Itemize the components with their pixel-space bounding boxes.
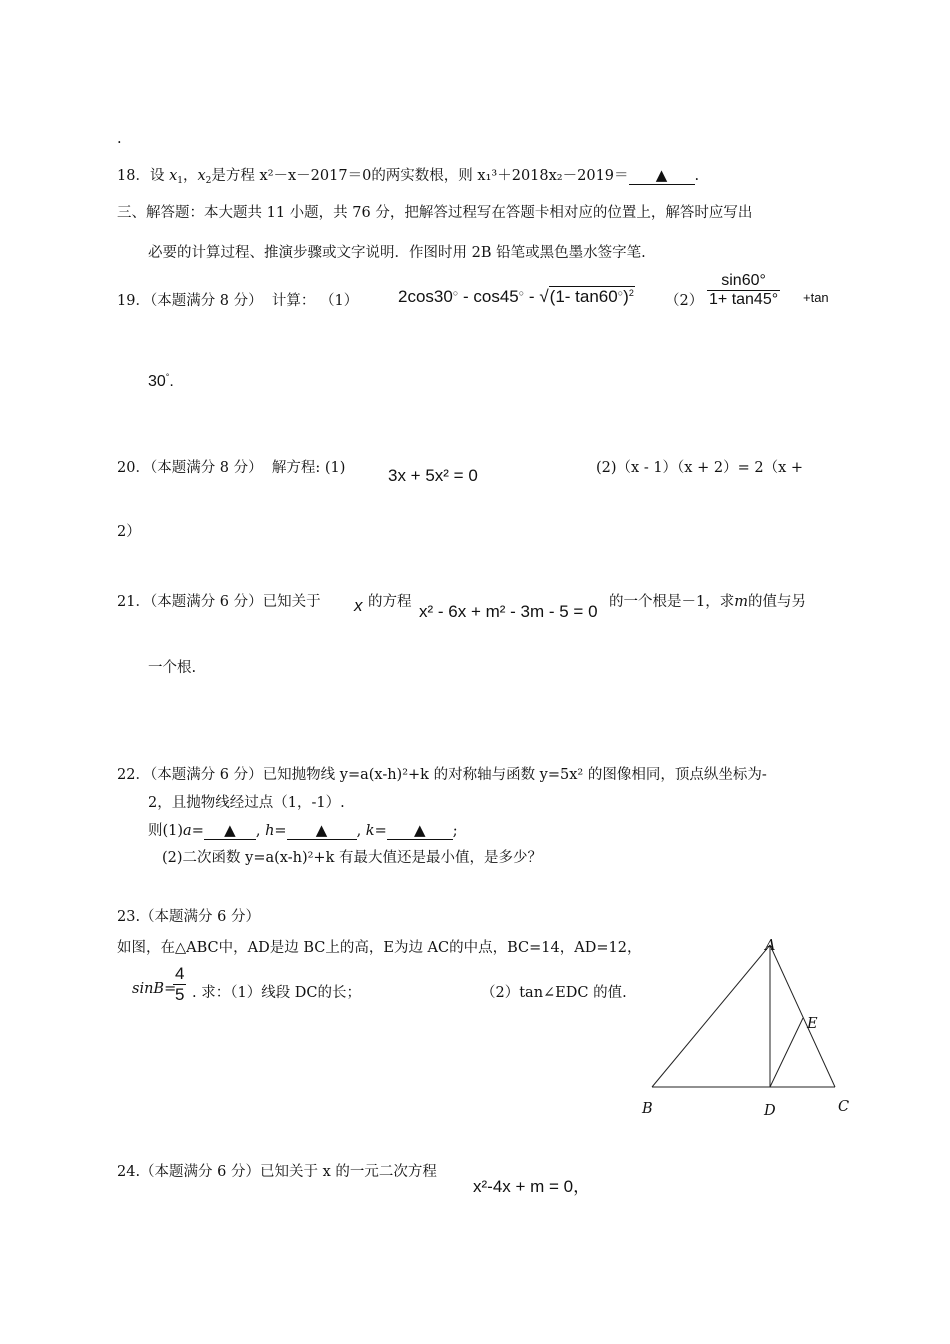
- question-21: 21．（本题满分 6 分）已知关于: [117, 594, 321, 610]
- label-D: D: [764, 1103, 776, 1119]
- label-C: C: [838, 1099, 850, 1115]
- top-dot: .: [117, 131, 122, 147]
- q21-text3: 的一个根是－1，求m的值与另: [609, 594, 806, 610]
- blank-k: ▲: [387, 821, 453, 840]
- question-23-line1: 如图，在△ABC中，AD是边 BC上的高，E为边 AC的中点，BC=14，AD=12，: [117, 940, 642, 956]
- q24-equation: x²-4x + m = 0，: [473, 1177, 591, 1196]
- q19-tail: +tan: [803, 290, 829, 305]
- question-20-head: 20．（本题满分 8 分） 解方程: (1): [117, 460, 346, 476]
- q19-fraction: $\frac{\sin 60^\circ}{1+ \tan 45^\circ}$: [709, 272, 779, 308]
- q20-equation-1: 3x + 5x² = 0: [388, 466, 478, 485]
- q21-line2: 一个根.: [148, 660, 197, 676]
- q23-sin: sinB=: [132, 981, 177, 997]
- section-3-line1: 三、解答题：本大题共 11 小题，共 76 分，把解答过程写在答题卡相对应的位置上，解答时应写出: [117, 205, 753, 221]
- q21-variable: x: [354, 596, 363, 615]
- answer-blank: ▲: [629, 166, 695, 185]
- equation: x²－x－2017＝0: [259, 168, 372, 184]
- q19-expression-1: 2cos30○ - cos45○ - √(1- tan60○)$^2$: [398, 287, 634, 306]
- question-23-head: 23.（本题满分 6 分）: [117, 909, 261, 925]
- q21-text2: 的方程: [368, 594, 412, 610]
- section-3-line2: 必要的计算过程、推演步骤或文字说明．作图时用 2B 铅笔或黑色墨水签字笔.: [148, 245, 646, 261]
- question-22-line1: 22．（本题满分 6 分）已知抛物线 y=a(x-h)²+k 的对称轴与函数 y=5x² 的图像相同，顶点纵坐标为-: [117, 767, 767, 783]
- q19-line2: 30°.: [148, 372, 174, 390]
- question-19-head: 19．（本题满分 8 分） 计算： （1）: [117, 293, 359, 309]
- label-A: A: [765, 938, 776, 954]
- q21-equation: x² - 6x + m² - 3m - 5 = 0: [419, 602, 598, 621]
- q23-line2b: （2）tan∠EDC 的值.: [481, 985, 627, 1001]
- triangle-figure: [630, 930, 870, 1130]
- blank-a: ▲: [204, 821, 256, 840]
- q23-line2a: . 求：（1）线段 DC的长；: [192, 985, 362, 1001]
- q23-fraction: $\frac{4}{5}$: [175, 964, 185, 1004]
- q20-continuation: 2）: [117, 524, 141, 540]
- question-18: 18．设 $x_1$，$x_2$是方程 x²－x－2017＝0的两实数根，则 x₁³＋2018x₂－2019＝ ▲ .: [117, 166, 700, 186]
- question-22-line4: (2)二次函数 y=a(x-h)²+k 有最大值还是最小值，是多少？: [162, 850, 542, 866]
- expression: x₁³＋2018x₂－2019＝: [477, 168, 629, 184]
- blank-h: ▲: [287, 821, 357, 840]
- label-B: B: [642, 1101, 653, 1117]
- question-24: 24.（本题满分 6 分）已知关于 x 的一元二次方程: [117, 1164, 437, 1180]
- q19-part2-label: （2）: [665, 293, 704, 309]
- question-22-line3: 则(1)a= ▲ , h= ▲ , k= ▲ ;: [148, 821, 458, 839]
- q20-part2: (2)（x - 1）（x + 2）= 2（x +: [596, 460, 803, 476]
- label-E: E: [807, 1016, 818, 1032]
- question-22-line2: 2，且抛物线经过点（1，-1）.: [148, 795, 345, 811]
